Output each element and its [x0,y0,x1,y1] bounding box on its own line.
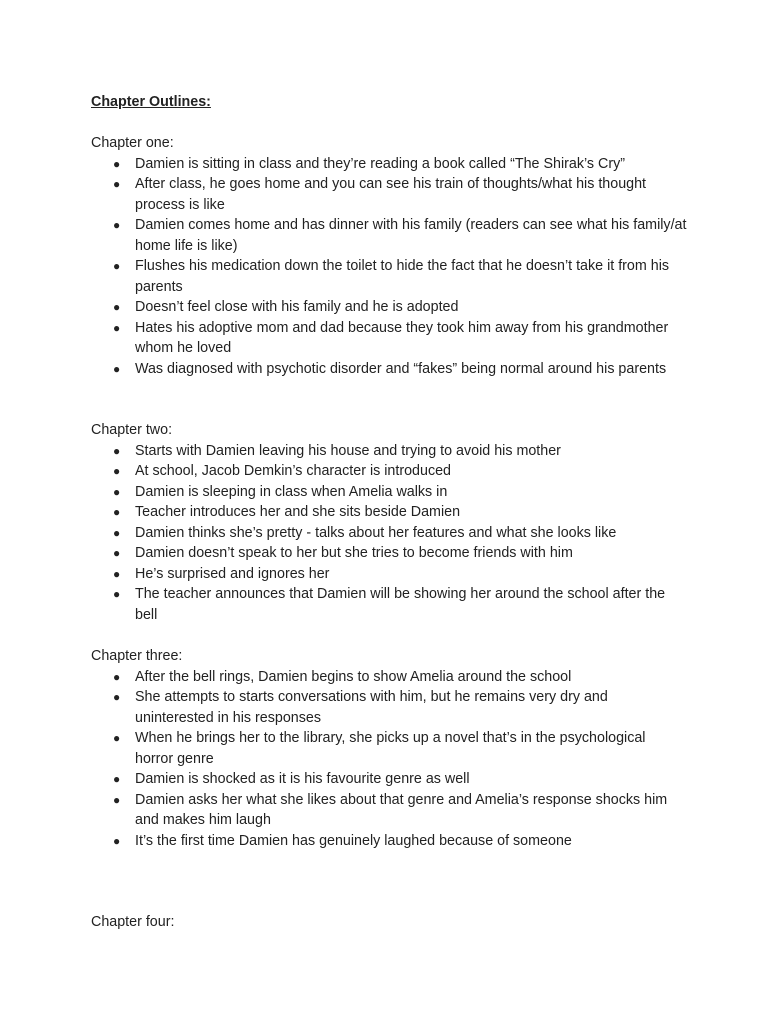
bullet-icon: ● [113,669,121,684]
bullet-icon: ● [113,525,121,540]
bullet-item [91,318,687,359]
bullet-text: When he brings her to the library, she picks up a novel that’s in the psychological horror genre [135,730,646,767]
bullet-item [91,154,687,175]
chapter-bullet-list [91,441,691,626]
chapter-bullet-list [91,154,691,380]
chapter-section [91,420,691,625]
chapter-section [91,646,691,851]
bullet-icon: ● [113,320,121,335]
bullet-text: Was diagnosed with psychotic disorder and “fakes” being normal around his parents [135,360,667,377]
chapter-section [91,133,691,379]
bullet-item [91,502,687,523]
chapter-heading: Chapter four: [91,914,175,930]
bullet-item [91,359,687,380]
bullet-text: He’s surprised and ignores her [135,565,330,582]
chapter-heading: Chapter two: [91,422,173,438]
chapter-heading: Chapter one: [91,135,174,151]
bullet-icon: ● [113,156,121,171]
bullet-item [91,728,687,769]
bullet-item [91,215,687,256]
bullet-item [91,687,687,728]
bullet-text: Damien asks her what she likes about that genre and Amelia’s response shocks him and makes him laugh [135,791,668,828]
bullet-text: It’s the first time Damien has genuinely laughed because of someone [135,832,572,849]
chapter-section [91,912,691,933]
bullet-item [91,441,687,462]
bullet-text: Damien thinks she’s pretty - talks about her features and what she looks like [135,524,617,541]
bullet-icon: ● [113,566,121,581]
bullet-item [91,461,687,482]
bullet-item [91,543,687,564]
bullet-icon: ● [113,772,121,786]
bullet-icon: ● [113,587,121,601]
bullet-item [91,667,687,688]
bullet-icon: ● [113,361,121,376]
bullet-icon: ● [113,443,121,458]
bullet-icon: ● [113,300,121,314]
bullet-text: After class, he goes home and you can see his train of thoughts/what his thought process is like [135,176,647,213]
bullet-icon: ● [113,464,121,478]
bullet-text: Damien is sitting in class and they’re reading a book called “The Shirak’s Cry” [135,155,626,172]
bullet-text: Damien comes home and has dinner with his family (readers can see what his family/at home life is like) [135,217,687,254]
bullet-item [91,564,687,585]
bullet-icon: ● [113,218,121,232]
bullet-icon: ● [113,484,121,499]
bullet-icon: ● [113,833,121,848]
chapter-heading: Chapter three: [91,648,183,664]
bullet-icon: ● [113,731,121,745]
bullet-item [91,584,687,625]
bullet-text: Damien is shocked as it is his favourite genre as well [135,771,470,787]
document-title: Chapter Outlines: [91,94,211,110]
bullet-item [91,769,687,790]
bullet-item [91,523,687,544]
bullet-item [91,482,687,503]
bullet-text: Teacher introduces her and she sits beside Damien [135,504,461,520]
bullet-item [91,790,687,831]
bullet-icon: ● [113,546,121,560]
bullet-icon: ● [113,690,121,704]
bullet-icon: ● [113,259,121,273]
bullet-text: Doesn’t feel close with his family and he is adopted [135,299,459,315]
bullet-text: The teacher announces that Damien will be showing her around the school after the bell [135,586,666,623]
bullet-text: After the bell rings, Damien begins to show Amelia around the school [135,668,572,685]
bullet-text: Damien doesn’t speak to her but she tries to become friends with him [135,545,573,561]
bullet-text: Damien is sleeping in class when Amelia walks in [135,483,448,500]
bullet-icon: ● [113,505,121,519]
bullet-text: At school, Jacob Demkin’s character is introduced [135,463,452,479]
bullet-icon: ● [113,177,121,191]
bullet-item [91,297,687,318]
bullet-icon: ● [113,792,121,807]
bullet-text: Hates his adoptive mom and dad because they took him away from his grandmother whom he loved [135,319,669,356]
bullet-text: Flushes his medication down the toilet to hide the fact that he doesn’t take it from his parents [135,258,670,295]
bullet-text: She attempts to starts conversations with him, but he remains very dry and uninterested in his responses [135,689,608,726]
chapter-bullet-list [91,667,691,852]
bullet-item [91,831,687,852]
bullet-item [91,174,687,215]
bullet-text: Starts with Damien leaving his house and trying to avoid his mother [135,442,561,459]
bullet-item [91,256,687,297]
